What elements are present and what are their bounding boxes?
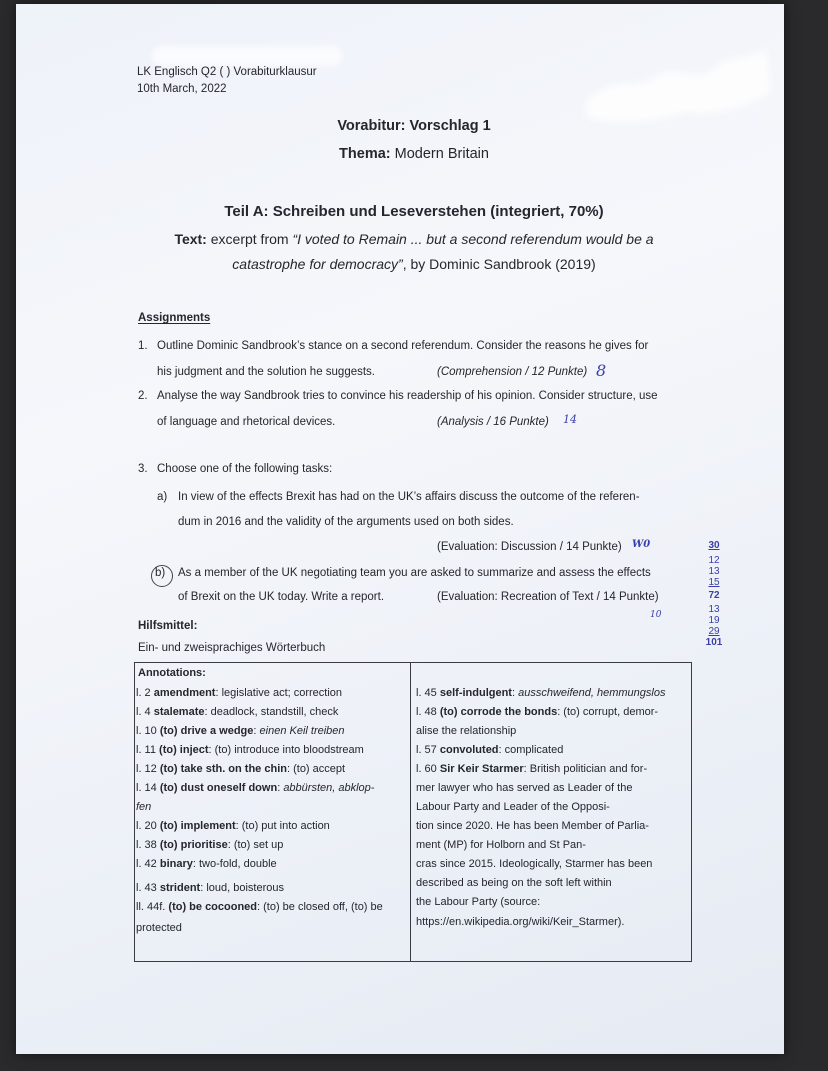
annotation-entry bbox=[136, 725, 345, 737]
annotation-def: alise the relationship bbox=[416, 725, 517, 737]
assignment-2-num: 2. bbox=[138, 390, 148, 402]
annotation-def: tion since 2020. He has been Member of Parlia- bbox=[416, 820, 649, 832]
annotation-ref: l. 60 bbox=[416, 763, 440, 775]
redacted-signature bbox=[576, 32, 776, 132]
text-line-2 bbox=[0, 256, 828, 272]
annotations-divider bbox=[410, 662, 411, 962]
annotation-entry bbox=[416, 801, 610, 813]
annotation-entry bbox=[416, 839, 586, 851]
annotation-ref: l. 12 bbox=[136, 763, 160, 775]
annotation-entry bbox=[136, 782, 374, 794]
annotation-entry bbox=[136, 801, 151, 813]
annotation-def: : bbox=[253, 725, 260, 737]
margin-mark: 30 bbox=[708, 540, 720, 551]
annotation-ref: l. 10 bbox=[136, 725, 160, 737]
annotation-def: : bbox=[511, 687, 519, 699]
annotation-ref: l. 45 bbox=[416, 687, 440, 699]
annotation-def: : (to) introduce into bloodstream bbox=[208, 744, 364, 756]
assignments-heading: Assignments bbox=[138, 312, 211, 324]
text-italic-2: catastrophe for democracy” bbox=[232, 256, 403, 272]
text-italic-1: “I voted to Remain ... but a second referendum would be a bbox=[292, 231, 654, 247]
annotation-entry bbox=[416, 858, 652, 870]
annotation-entry bbox=[136, 858, 277, 870]
annotation-term: (to) dust oneself down bbox=[159, 782, 278, 794]
task-a-grade: W0 bbox=[632, 539, 651, 550]
annotation-entry bbox=[136, 839, 283, 851]
margin-grade-marks bbox=[700, 540, 728, 648]
thema-label: Thema: bbox=[339, 146, 391, 162]
annotation-entry bbox=[136, 744, 364, 756]
annotation-ref: l. 43 bbox=[136, 882, 160, 894]
exam-date: 10th March, 2022 bbox=[137, 83, 227, 95]
assignment-1-line-2: his judgment and the solution he suggests. bbox=[157, 366, 376, 378]
annotation-ref: l. 48 bbox=[416, 706, 440, 718]
redacted-name bbox=[152, 46, 342, 66]
annotation-def-italic: einen Keil treiben bbox=[259, 725, 345, 737]
annotation-def: : complicated bbox=[498, 744, 564, 756]
annotation-def: : (to) set up bbox=[227, 839, 284, 851]
thema-line bbox=[0, 146, 828, 162]
margin-mark: 12 bbox=[708, 555, 720, 566]
annotation-def: : legislative act; correction bbox=[215, 687, 343, 699]
thema-value: Modern Britain bbox=[394, 146, 489, 162]
annotation-term: amendment bbox=[153, 687, 216, 699]
annotation-entry bbox=[136, 901, 383, 913]
annotation-entry bbox=[136, 763, 345, 775]
annotation-def: : (to) be closed off, (to) be bbox=[257, 901, 383, 913]
task-b-grade: 10 bbox=[650, 610, 662, 620]
annotation-ref: l. 57 bbox=[416, 744, 440, 756]
task-b-label: b) bbox=[155, 567, 166, 579]
task-a-line-2: dum in 2016 and the validity of the arguments used on both sides. bbox=[178, 516, 514, 528]
assignment-2-line-2: of language and rhetorical devices. bbox=[157, 416, 336, 428]
annotation-def: Labour Party and Leader of the Opposi- bbox=[416, 801, 610, 813]
course-line: LK Englisch Q2 ( ) Vorabiturklausur bbox=[137, 66, 317, 78]
annotation-ref: l. 4 bbox=[136, 706, 154, 718]
assignment-1-num: 1. bbox=[138, 340, 148, 352]
annotation-def: : (to) put into action bbox=[235, 820, 330, 832]
annotation-term: self-indulgent bbox=[439, 687, 512, 699]
annotation-def: : (to) corrupt, demor- bbox=[557, 706, 659, 718]
annotation-entry bbox=[136, 922, 182, 934]
text-plain-1: excerpt from bbox=[210, 231, 293, 247]
annotation-entry bbox=[136, 882, 284, 894]
annotation-ref: l. 2 bbox=[136, 687, 154, 699]
assignment-2-grade: 14 bbox=[563, 413, 577, 426]
annotation-entry bbox=[416, 916, 624, 928]
annotation-term: Sir Keir Starmer bbox=[439, 763, 524, 775]
annotations-heading: Annotations: bbox=[138, 667, 206, 679]
annotation-ref: ll. 44f. bbox=[136, 901, 169, 913]
annotation-def: the Labour Party (source: bbox=[416, 896, 541, 908]
annotation-def: protected bbox=[136, 922, 182, 934]
annotation-term: binary bbox=[159, 858, 193, 870]
margin-mark: 13 bbox=[708, 604, 720, 615]
assignment-2-points: (Analysis / 16 Punkte) bbox=[437, 416, 549, 428]
text-plain-2: , by Dominic Sandbrook (2019) bbox=[402, 256, 596, 272]
annotation-def: : loud, boisterous bbox=[200, 882, 284, 894]
assignment-1-line-1: Outline Dominic Sandbrook’s stance on a second referendum. Consider the reasons he gives for bbox=[157, 340, 649, 352]
assignment-3-num: 3. bbox=[138, 463, 148, 475]
text-label: Text: bbox=[174, 231, 207, 247]
annotation-ref: l. 14 bbox=[136, 782, 160, 794]
annotation-term: (to) inject bbox=[159, 744, 209, 756]
task-b-line-1: As a member of the UK negotiating team you are asked to summarize and assess the effects bbox=[178, 567, 651, 579]
annotation-def-italic: fen bbox=[136, 801, 152, 813]
annotation-entry bbox=[416, 706, 658, 718]
annotation-entry bbox=[416, 725, 516, 737]
annotation-ref: l. 38 bbox=[136, 839, 160, 851]
margin-mark: 29 bbox=[708, 626, 720, 637]
annotation-term: (to) drive a wedge bbox=[159, 725, 254, 737]
annotation-term: (to) take sth. on the chin bbox=[159, 763, 287, 775]
task-b-points: (Evaluation: Recreation of Text / 14 Punkte) bbox=[437, 591, 659, 603]
assignment-1-grade: 8 bbox=[596, 361, 607, 380]
annotation-ref: l. 42 bbox=[136, 858, 160, 870]
annotation-entry bbox=[416, 744, 563, 756]
annotation-def-italic: ausschweifend, hemmungslos bbox=[518, 687, 666, 699]
annotation-ref: l. 20 bbox=[136, 820, 160, 832]
annotation-entry bbox=[416, 763, 647, 775]
annotation-def-italic: abbürsten, abklop- bbox=[283, 782, 375, 794]
text-line-1 bbox=[0, 231, 828, 247]
annotation-def: : two-fold, double bbox=[192, 858, 277, 870]
annotation-def: : British politician and for- bbox=[523, 763, 648, 775]
annotation-entry bbox=[416, 782, 632, 794]
annotation-term: (to) prioritise bbox=[159, 839, 228, 851]
annotation-term: (to) implement bbox=[159, 820, 236, 832]
annotation-def: : bbox=[277, 782, 284, 794]
assignment-3-line-1: Choose one of the following tasks: bbox=[157, 463, 333, 475]
annotation-entry bbox=[416, 877, 612, 889]
annotation-def: : deadlock, standstill, check bbox=[204, 706, 339, 718]
task-a-label: a) bbox=[157, 491, 168, 503]
annotation-entry bbox=[416, 687, 665, 699]
annotation-def: https://en.wikipedia.org/wiki/Keir_Starmer). bbox=[416, 916, 625, 928]
margin-mark: 15 bbox=[708, 577, 720, 588]
annotation-ref: l. 11 bbox=[136, 744, 160, 756]
annotation-entry bbox=[136, 706, 338, 718]
annotation-term: stalemate bbox=[153, 706, 205, 718]
margin-mark: 13 bbox=[708, 566, 720, 577]
annotation-term: strident bbox=[159, 882, 201, 894]
annotation-term: (to) corrode the bonds bbox=[439, 706, 558, 718]
annotation-entry bbox=[416, 896, 540, 908]
task-a-line-1: In view of the effects Brexit has had on the UK’s affairs discuss the outcome of the referen- bbox=[178, 491, 640, 503]
annotation-entry bbox=[416, 820, 649, 832]
margin-mark: 72 bbox=[708, 590, 720, 601]
annotation-def: ment (MP) for Holborn and St Pan- bbox=[416, 839, 586, 851]
margin-mark: 101 bbox=[705, 637, 723, 648]
annotation-def: cras since 2015. Ideologically, Starmer has been bbox=[416, 858, 653, 870]
hilfsmittel-value: Ein- und zweisprachiges Wörterbuch bbox=[138, 642, 326, 654]
margin-mark: 19 bbox=[708, 615, 720, 626]
task-a-points: (Evaluation: Discussion / 14 Punkte) bbox=[437, 541, 622, 553]
annotation-term: convoluted bbox=[439, 744, 499, 756]
teil-heading: Teil A: Schreiben und Leseverstehen (integriert, 70%) bbox=[224, 203, 604, 220]
annotation-def: : (to) accept bbox=[286, 763, 346, 775]
annotation-term: (to) be cocooned bbox=[168, 901, 258, 913]
page-title: Vorabitur: Vorschlag 1 bbox=[337, 118, 491, 134]
task-b-line-2: of Brexit on the UK today. Write a report. bbox=[178, 591, 385, 603]
assignment-2-line-1: Analyse the way Sandbrook tries to convince his readership of his opinion. Consider structure, use bbox=[157, 390, 658, 402]
annotation-def: described as being on the soft left within bbox=[416, 877, 612, 889]
assignment-1-points: (Comprehension / 12 Punkte) bbox=[437, 366, 588, 378]
annotation-entry bbox=[136, 820, 330, 832]
hilfsmittel-heading: Hilfsmittel: bbox=[138, 620, 198, 632]
annotation-def: mer lawyer who has served as Leader of the bbox=[416, 782, 633, 794]
annotation-entry bbox=[136, 687, 342, 699]
